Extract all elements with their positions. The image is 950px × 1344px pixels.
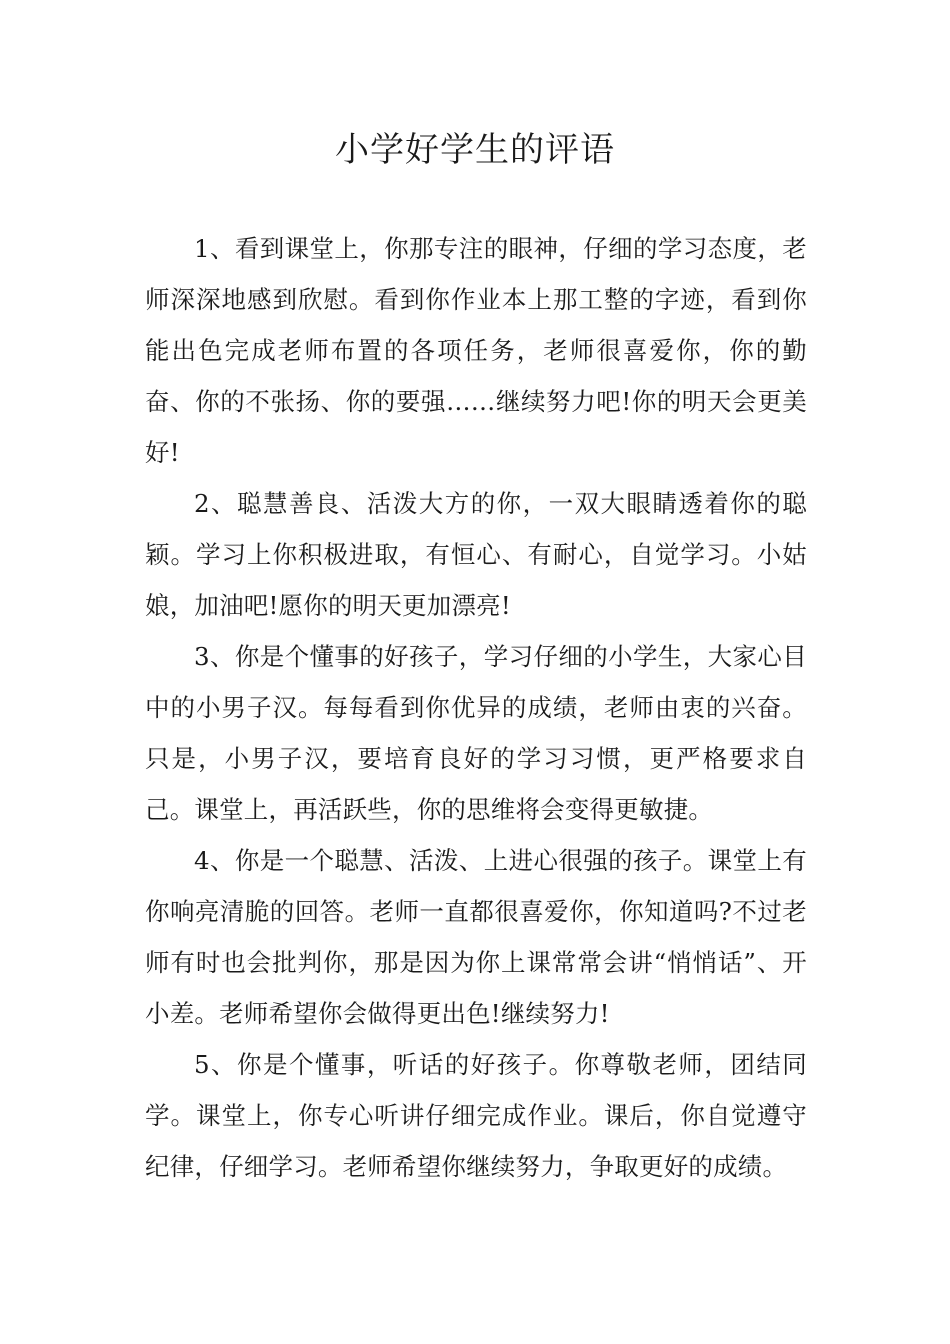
document-body bbox=[145, 223, 807, 1192]
comment-paragraph-2: 2、聪慧善良、活泼大方的你，一双大眼睛透着你的聪颖。学习上你积极进取，有恒心、有耐心，自觉学习。小姑娘，加油吧!愿你的明天更加漂亮! bbox=[145, 489, 807, 620]
comment-paragraph-4: 4、你是一个聪慧、活泼、上进心很强的孩子。课堂上有你响亮清脆的回答。老师一直都很喜爱你，你知道吗?不过老师有时也会批判你，那是因为你上课常常会讲“悄悄话”、开小差。老师希望你会做得更出色!继续努力! bbox=[145, 846, 807, 1028]
document-title: 小学好学生的评语 bbox=[335, 130, 615, 170]
comment-paragraph-5: 5、你是个懂事，听话的好孩子。你尊敬老师，团结同学。课堂上，你专心听讲仔细完成作业。课后，你自觉遵守纪律，仔细学习。老师希望你继续努力，争取更好的成绩。 bbox=[145, 1050, 807, 1181]
comment-paragraph-1: 1、看到课堂上，你那专注的眼神，仔细的学习态度，老师深深地感到欣慰。看到你作业本上那工整的字迹，看到你能出色完成老师布置的各项任务，老师很喜爱你，你的勤奋、你的不张扬、你的要强……继续努力吧!你的明天会更美好! bbox=[145, 234, 807, 467]
comment-paragraph-3: 3、你是个懂事的好孩子，学习仔细的小学生，大家心目中的小男子汉。每每看到你优异的成绩，老师由衷的兴奋。只是，小男子汉，要培育良好的学习习惯，更严格要求自己。课堂上，再活跃些，你的思维将会变得更敏捷。 bbox=[145, 642, 807, 824]
